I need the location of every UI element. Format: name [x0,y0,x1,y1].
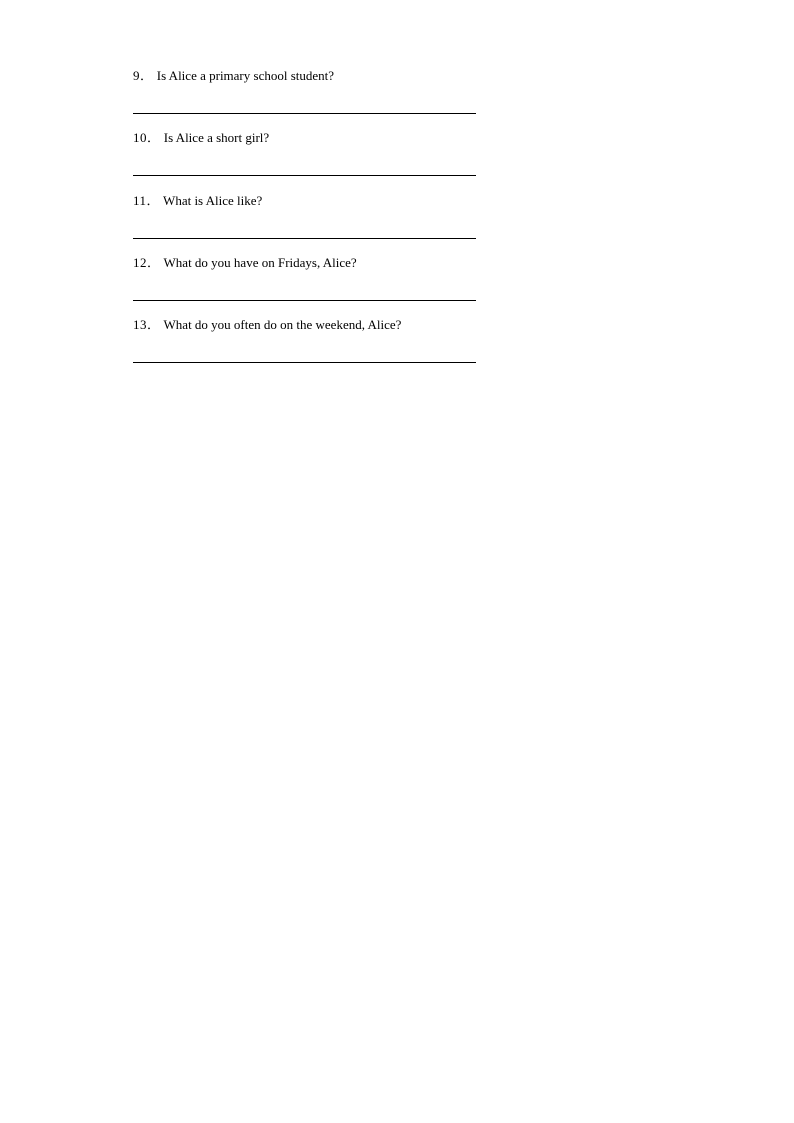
question-number: 10． [133,130,161,146]
question-prompt [133,192,262,210]
question-prompt [133,316,401,334]
question-number: 11． [133,192,161,208]
question-text: What do you have on Fridays, Alice? [163,254,357,270]
answer-line[interactable] [133,238,476,239]
question-text: What is Alice like? [163,192,263,208]
question-number: 12． [133,254,161,270]
question-prompt [133,129,269,147]
question-list [133,67,476,378]
question-text: Is Alice a short girl? [163,130,270,146]
question-item-11 [133,192,476,254]
answer-line[interactable] [133,175,476,176]
answer-line[interactable] [133,113,476,114]
question-item-9 [133,67,476,129]
question-item-13 [133,316,476,378]
question-number: 13． [133,317,161,333]
question-item-10 [133,129,476,191]
answer-line[interactable] [133,300,476,301]
question-number: 9． [133,68,154,83]
question-text: What do you often do on the weekend, Alice? [163,317,402,333]
question-prompt [133,67,334,85]
question-item-12 [133,254,476,316]
answer-line[interactable] [133,362,476,363]
question-text: Is Alice a primary school student? [156,68,335,83]
question-prompt [133,254,357,272]
